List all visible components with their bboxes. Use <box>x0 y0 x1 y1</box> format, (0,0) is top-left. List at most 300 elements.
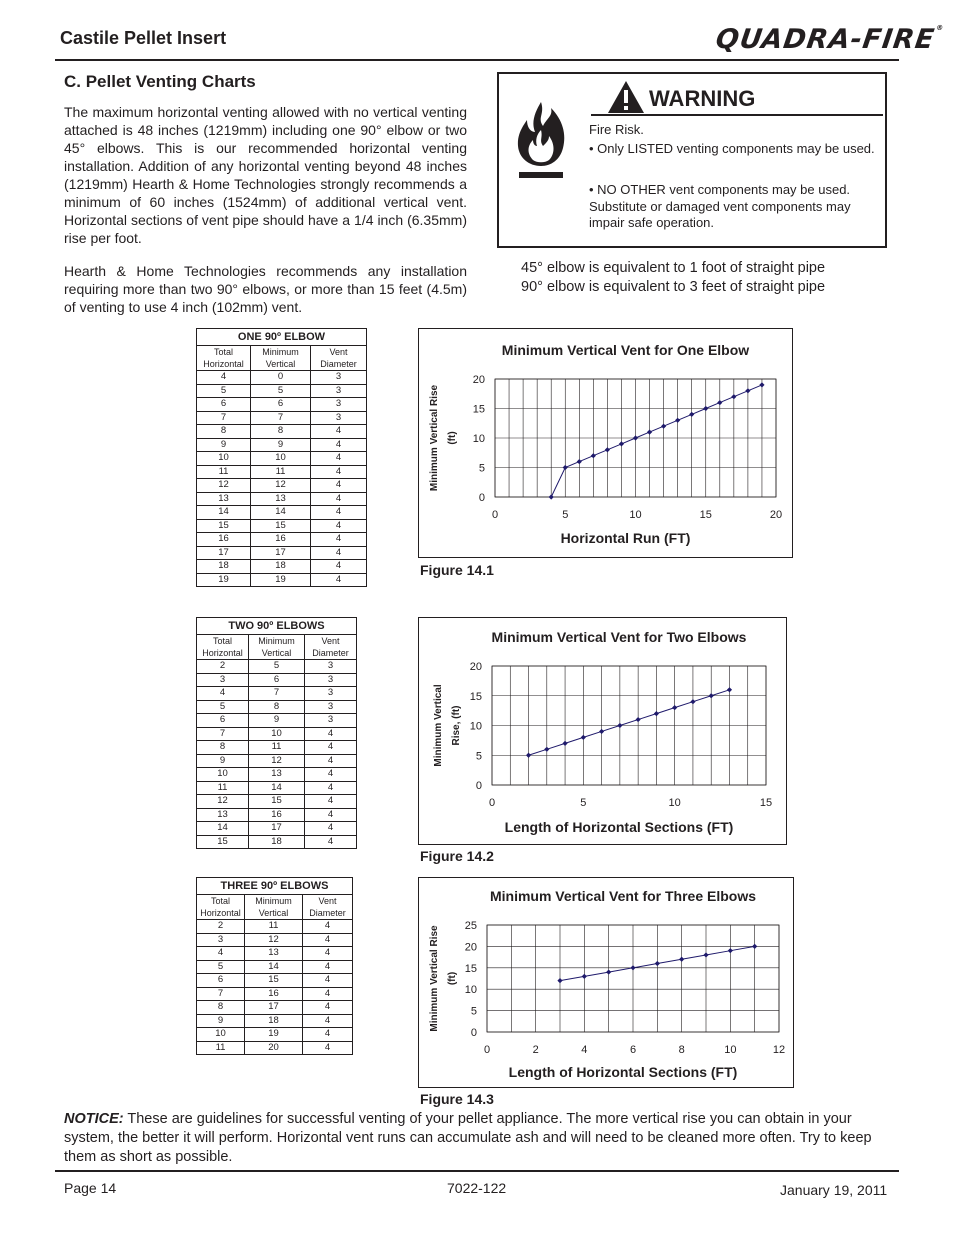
table-cell: 16 <box>249 808 305 822</box>
data-point <box>672 705 677 710</box>
column-header-line: Horizontal <box>200 908 241 918</box>
vent-table-1 <box>196 328 367 587</box>
table-cell: 4 <box>303 960 353 974</box>
table-cell: 18 <box>251 560 311 574</box>
table-row <box>197 768 357 782</box>
column-header <box>197 635 249 660</box>
series-line <box>551 385 762 497</box>
table-cell: 18 <box>245 1014 303 1028</box>
data-point <box>562 741 567 746</box>
warning-bullet-2: • NO OTHER vent components may be used. Substitute or damaged vent components may impair safe operation. <box>589 182 851 230</box>
table-cell: 4 <box>197 947 245 961</box>
x-tick-label: 5 <box>580 797 587 809</box>
chart-two-elbows-frame <box>418 617 787 845</box>
table-cell: 3 <box>311 384 367 398</box>
table-cell: 10 <box>197 768 249 782</box>
table-row <box>197 506 367 520</box>
vent-table-3 <box>196 877 353 1055</box>
table-cell: 7 <box>249 687 305 701</box>
table-cell: 3 <box>305 700 357 714</box>
table-cell: 3 <box>305 687 357 701</box>
table-caption: THREE 90º ELBOWS <box>197 878 353 895</box>
data-point <box>549 494 554 499</box>
y-tick-label: 25 <box>464 920 477 932</box>
y-axis-label: Minimum Vertical <box>433 684 444 767</box>
chart-three-elbows <box>419 878 793 1087</box>
table-cell: 17 <box>249 822 305 836</box>
data-point <box>582 974 587 979</box>
data-point <box>654 711 659 716</box>
table-cell: 15 <box>197 835 249 849</box>
chart-three-elbows-frame <box>418 877 794 1088</box>
table-cell: 6 <box>197 974 245 988</box>
table-cell: 3 <box>305 673 357 687</box>
x-axis-label: Horizontal Run (FT) <box>560 530 691 546</box>
column-header-line: Vent <box>321 636 340 646</box>
table-cell: 3 <box>305 660 357 674</box>
logo-text: QUADRA-FIRE <box>713 24 937 55</box>
data-point <box>633 435 638 440</box>
table-cell: 11 <box>197 781 249 795</box>
table-cell: 4 <box>311 506 367 520</box>
table-row <box>197 987 353 1001</box>
table-cell: 2 <box>197 660 249 674</box>
header-rule <box>55 59 899 61</box>
column-header-line: Total <box>213 347 233 357</box>
table-cell: 15 <box>249 795 305 809</box>
table-cell: 4 <box>311 438 367 452</box>
table-row <box>197 1001 353 1015</box>
table-cell: 4 <box>311 452 367 466</box>
table-cell: 18 <box>249 835 305 849</box>
table-cell: 4 <box>305 727 357 741</box>
figure-14-1-caption: Figure 14.1 <box>420 562 494 578</box>
table-cell: 6 <box>251 398 311 412</box>
table-cell: 16 <box>251 533 311 547</box>
table-cell: 9 <box>249 714 305 728</box>
table-cell: 4 <box>303 1028 353 1042</box>
y-axis-label: (ft) <box>447 431 458 445</box>
table-cell: 14 <box>197 506 251 520</box>
y-tick-label: 0 <box>478 492 485 504</box>
data-point <box>647 430 652 435</box>
table-cell: 16 <box>197 533 251 547</box>
column-header-line: Vent <box>318 896 337 906</box>
table-row <box>197 560 367 574</box>
table-row <box>197 700 357 714</box>
figure-14-3-caption: Figure 14.3 <box>420 1091 494 1107</box>
x-tick-label: 0 <box>491 509 499 521</box>
chart-two-elbows <box>419 618 786 844</box>
table-row <box>197 1014 353 1028</box>
table-cell: 10 <box>251 452 311 466</box>
doc-number: 7022-122 <box>447 1180 507 1196</box>
table-row <box>197 425 367 439</box>
table-cell: 4 <box>311 425 367 439</box>
notice-label: NOTICE: <box>64 1111 124 1127</box>
data-point <box>599 729 604 734</box>
table-row <box>197 795 357 809</box>
column-header-line: Minimum <box>262 347 299 357</box>
table-caption: TWO 90º ELBOWS <box>197 618 357 635</box>
column-header-line: Vertical <box>261 648 292 658</box>
table-cell: 4 <box>311 492 367 506</box>
y-tick-label: 20 <box>472 374 485 386</box>
equivalence-90: 90° elbow is equivalent to 3 feet of straight pipe <box>521 279 826 295</box>
table-cell: 4 <box>303 947 353 961</box>
table-cell: 6 <box>197 398 251 412</box>
table-cell: 10 <box>249 727 305 741</box>
table-cell: 4 <box>311 465 367 479</box>
table-cell: 4 <box>311 479 367 493</box>
table-cell: 4 <box>305 754 357 768</box>
column-header-line: Diameter <box>312 648 349 658</box>
y-axis-label: (ft) <box>447 971 458 986</box>
table-row <box>197 519 367 533</box>
table-row <box>197 492 367 506</box>
data-point <box>689 412 694 417</box>
x-tick-label: 4 <box>581 1044 588 1056</box>
column-header-line: Total <box>212 636 232 646</box>
table-cell: 17 <box>251 546 311 560</box>
table-cell: 14 <box>251 506 311 520</box>
body-paragraph-1: The maximum horizontal venting allowed with no vertical venting attached is 48 inches (1219mm) including one 90° elbow or two 45° elbows. This is our recommended horizontal venting installation. Addition of any horizontal venting beyond 48 inches (1219mm) Hearth & Home Technologies strongly recommends a minimum of 60 inches (1524mm) of additional vertical vent. Horizontal sections of vent pipe should have a 1/4 inch (6.35mm) rise per foot. <box>64 104 467 246</box>
table-row <box>197 727 357 741</box>
table-cell: 0 <box>251 371 311 385</box>
data-point <box>617 723 622 728</box>
table-cell: 11 <box>249 741 305 755</box>
table-cell: 7 <box>197 727 249 741</box>
table-row <box>197 781 357 795</box>
warning-box <box>497 72 887 248</box>
flame-icon <box>513 100 569 186</box>
chart-one-elbow-frame <box>418 328 793 558</box>
table-cell: 14 <box>197 822 249 836</box>
publish-date: January 19, 2011 <box>780 1182 888 1198</box>
table-row <box>197 438 367 452</box>
table-row <box>197 573 367 587</box>
table-cell: 6 <box>249 673 305 687</box>
data-point <box>557 978 562 983</box>
table-cell: 3 <box>311 398 367 412</box>
table-row <box>197 822 357 836</box>
y-tick-label: 5 <box>478 462 485 475</box>
table-cell: 13 <box>197 492 251 506</box>
table-cell: 3 <box>197 933 245 947</box>
table-cell: 20 <box>245 1041 303 1055</box>
table-cell: 7 <box>251 411 311 425</box>
table-row <box>197 1041 353 1055</box>
data-point <box>606 969 611 974</box>
table-row <box>197 673 357 687</box>
table-row <box>197 960 353 974</box>
table-cell: 4 <box>311 533 367 547</box>
footer-rule <box>55 1170 899 1172</box>
table-cell: 8 <box>249 700 305 714</box>
x-tick-label: 10 <box>629 509 642 521</box>
table-cell: 9 <box>251 438 311 452</box>
column-header-line: Total <box>210 896 230 906</box>
table-cell: 5 <box>197 384 251 398</box>
table-cell: 8 <box>197 1001 245 1015</box>
y-axis-label: Minimum Vertical Rise <box>429 384 440 492</box>
y-tick-label: 20 <box>469 661 482 673</box>
data-point <box>577 459 582 464</box>
page-header-title: Castile Pellet Insert <box>60 28 227 48</box>
table-cell: 19 <box>197 573 251 587</box>
chart-title: Minimum Vertical Vent for One Elbow <box>501 342 750 358</box>
table-cell: 19 <box>251 573 311 587</box>
data-point <box>703 952 708 957</box>
table-cell: 9 <box>197 438 251 452</box>
x-tick-label: 6 <box>629 1044 637 1056</box>
notice-paragraph <box>64 1110 894 1167</box>
data-point <box>630 965 635 970</box>
column-header-line: Vertical <box>258 908 289 918</box>
table-cell: 17 <box>197 546 251 560</box>
table-cell: 13 <box>245 947 303 961</box>
table-row <box>197 479 367 493</box>
vent-table-2 <box>196 617 357 849</box>
table-cell: 15 <box>197 519 251 533</box>
column-header-line: Diameter <box>320 359 357 369</box>
table-cell: 4 <box>311 573 367 587</box>
table-row <box>197 741 357 755</box>
data-point <box>581 735 586 740</box>
table-cell: 11 <box>197 1041 245 1055</box>
table-cell: 13 <box>249 768 305 782</box>
table-cell: 4 <box>311 519 367 533</box>
y-tick-label: 15 <box>464 962 477 975</box>
table-cell: 10 <box>197 1028 245 1042</box>
data-point <box>636 717 641 722</box>
data-point <box>728 948 733 953</box>
warning-bullet-1: • Only LISTED venting components may be used. <box>589 141 875 156</box>
table-header-row <box>197 635 357 660</box>
data-point <box>619 441 624 446</box>
table-cell: 7 <box>197 987 245 1001</box>
table-cell: 4 <box>303 1041 353 1055</box>
table-cell: 4 <box>303 1001 353 1015</box>
table-cell: 8 <box>197 425 251 439</box>
table-cell: 15 <box>245 974 303 988</box>
chart-title: Minimum Vertical Vent for Two Elbows <box>491 629 747 645</box>
x-axis-label: Length of Horizontal Sections (FT) <box>504 819 734 835</box>
figure-14-2-caption: Figure 14.2 <box>420 848 494 864</box>
y-tick-label: 5 <box>475 750 482 763</box>
table-row <box>197 754 357 768</box>
data-point <box>759 382 764 387</box>
table-cell: 3 <box>197 673 249 687</box>
table-cell: 4 <box>305 835 357 849</box>
column-header <box>303 895 353 920</box>
table-cell: 13 <box>197 808 249 822</box>
table-cell: 11 <box>251 465 311 479</box>
table-row <box>197 546 367 560</box>
table-row <box>197 974 353 988</box>
table-cell: 12 <box>197 479 251 493</box>
table-cell: 17 <box>245 1001 303 1015</box>
table-row <box>197 384 367 398</box>
data-point <box>605 447 610 452</box>
table-row <box>197 660 357 674</box>
y-tick-label: 15 <box>469 690 482 703</box>
data-point <box>563 465 568 470</box>
table-cell: 4 <box>305 781 357 795</box>
table-cell: 4 <box>311 560 367 574</box>
data-point <box>655 961 660 966</box>
table-caption: ONE 90º ELBOW <box>197 329 367 346</box>
x-tick-label: 15 <box>699 509 712 521</box>
table-cell: 3 <box>305 714 357 728</box>
x-tick-label: 5 <box>562 509 569 521</box>
data-point <box>745 388 750 393</box>
table-cell: 9 <box>197 1014 245 1028</box>
table-cell: 6 <box>197 714 249 728</box>
data-point <box>675 418 680 423</box>
x-tick-label: 10 <box>724 1044 737 1056</box>
y-tick-label: 0 <box>475 780 482 792</box>
x-tick-label: 12 <box>772 1044 786 1056</box>
table-cell: 18 <box>197 560 251 574</box>
table-cell: 4 <box>197 371 251 385</box>
data-point <box>661 424 666 429</box>
page-number: Page 14 <box>64 1180 117 1196</box>
y-tick-label: 5 <box>470 1005 477 1018</box>
chart-one-elbow <box>419 329 792 557</box>
data-point <box>731 394 736 399</box>
table-cell: 4 <box>305 822 357 836</box>
table-cell: 11 <box>245 920 303 934</box>
section-title: C. Pellet Venting Charts <box>64 72 256 91</box>
data-point <box>752 944 757 949</box>
x-tick-label: 2 <box>532 1044 539 1056</box>
table-header-row <box>197 895 353 920</box>
column-header <box>251 346 311 371</box>
table-cell: 4 <box>303 1014 353 1028</box>
warning-triangle-icon <box>607 80 645 114</box>
body-paragraph-2: Hearth & Home Technologies recommends any installation requiring more than two 90° elbows, or more than 15 feet (4.5m) of venting to use 4 inch (102mm) vent. <box>64 263 467 315</box>
data-point <box>709 693 714 698</box>
table-row <box>197 465 367 479</box>
table-cell: 16 <box>245 987 303 1001</box>
table-cell: 5 <box>197 960 245 974</box>
table-cell: 15 <box>251 519 311 533</box>
data-point <box>717 400 722 405</box>
table-cell: 3 <box>311 371 367 385</box>
table-cell: 11 <box>197 465 251 479</box>
table-cell: 12 <box>245 933 303 947</box>
x-tick-label: 15 <box>759 797 773 809</box>
data-point <box>591 453 596 458</box>
x-tick-label: 8 <box>678 1044 685 1056</box>
y-tick-label: 15 <box>472 403 485 416</box>
table-cell: 7 <box>197 411 251 425</box>
data-point <box>526 753 531 758</box>
column-header-line: Vent <box>329 347 348 357</box>
x-tick-label: 0 <box>488 797 496 809</box>
column-header-line: Horizontal <box>202 648 243 658</box>
table-cell: 13 <box>251 492 311 506</box>
table-cell: 4 <box>305 808 357 822</box>
data-point <box>727 687 732 692</box>
table-row <box>197 411 367 425</box>
quadra-fire-logo <box>714 24 945 55</box>
table-cell: 14 <box>245 960 303 974</box>
table-row <box>197 398 367 412</box>
table-cell: 12 <box>197 795 249 809</box>
data-point <box>703 406 708 411</box>
table-row <box>197 452 367 466</box>
table-cell: 8 <box>197 741 249 755</box>
equivalence-45: 45° elbow is equivalent to 1 foot of straight pipe <box>521 260 826 276</box>
table-cell: 3 <box>311 411 367 425</box>
data-point <box>679 957 684 962</box>
table-row <box>197 947 353 961</box>
column-header <box>245 895 303 920</box>
table-cell: 9 <box>197 754 249 768</box>
table-cell: 5 <box>249 660 305 674</box>
table-cell: 4 <box>303 987 353 1001</box>
notice-text: These are guidelines for successful venting of your pellet appliance. The more vertical rise you can obtain in your system, the better it will perform. Horizontal vent runs can accumulate ash and will need to be cleaned more often. Try to keep them as short as possible. <box>64 1111 872 1165</box>
column-header-line: Vertical <box>265 359 296 369</box>
table-cell: 12 <box>249 754 305 768</box>
table-cell: 4 <box>305 741 357 755</box>
series-line <box>529 690 730 755</box>
table-row <box>197 714 357 728</box>
column-header <box>305 635 357 660</box>
table-cell: 2 <box>197 920 245 934</box>
table-row <box>197 687 357 701</box>
column-header-line: Horizontal <box>203 359 244 369</box>
table-row <box>197 920 353 934</box>
x-axis-label: Length of Horizontal Sections (FT) <box>508 1064 738 1080</box>
table-row <box>197 835 357 849</box>
column-header <box>197 895 245 920</box>
y-axis-label: Minimum Vertical Rise <box>429 925 440 1032</box>
table-cell: 19 <box>245 1028 303 1042</box>
x-tick-label: 0 <box>483 1044 491 1056</box>
table-cell: 4 <box>305 768 357 782</box>
table-cell: 5 <box>197 700 249 714</box>
table-cell: 10 <box>197 452 251 466</box>
column-header <box>197 346 251 371</box>
data-point <box>690 699 695 704</box>
y-tick-label: 10 <box>469 720 482 733</box>
column-header <box>311 346 367 371</box>
warning-title: WARNING <box>649 86 756 111</box>
table-row <box>197 1028 353 1042</box>
table-cell: 14 <box>249 781 305 795</box>
warning-rule <box>591 114 883 116</box>
table-row <box>197 808 357 822</box>
column-header <box>249 635 305 660</box>
column-header-line: Minimum <box>258 636 295 646</box>
table-cell: 4 <box>197 687 249 701</box>
y-tick-label: 0 <box>470 1027 477 1039</box>
table-row <box>197 533 367 547</box>
table-row <box>197 371 367 385</box>
table-row <box>197 933 353 947</box>
table-cell: 4 <box>303 920 353 934</box>
chart-title: Minimum Vertical Vent for Three Elbows <box>489 888 757 904</box>
column-header-line: Diameter <box>309 908 346 918</box>
table-cell: 8 <box>251 425 311 439</box>
table-cell: 4 <box>311 546 367 560</box>
logo-registered-mark: ® <box>935 24 945 32</box>
y-tick-label: 10 <box>464 984 477 997</box>
warning-fire-risk: Fire Risk. <box>589 122 644 137</box>
